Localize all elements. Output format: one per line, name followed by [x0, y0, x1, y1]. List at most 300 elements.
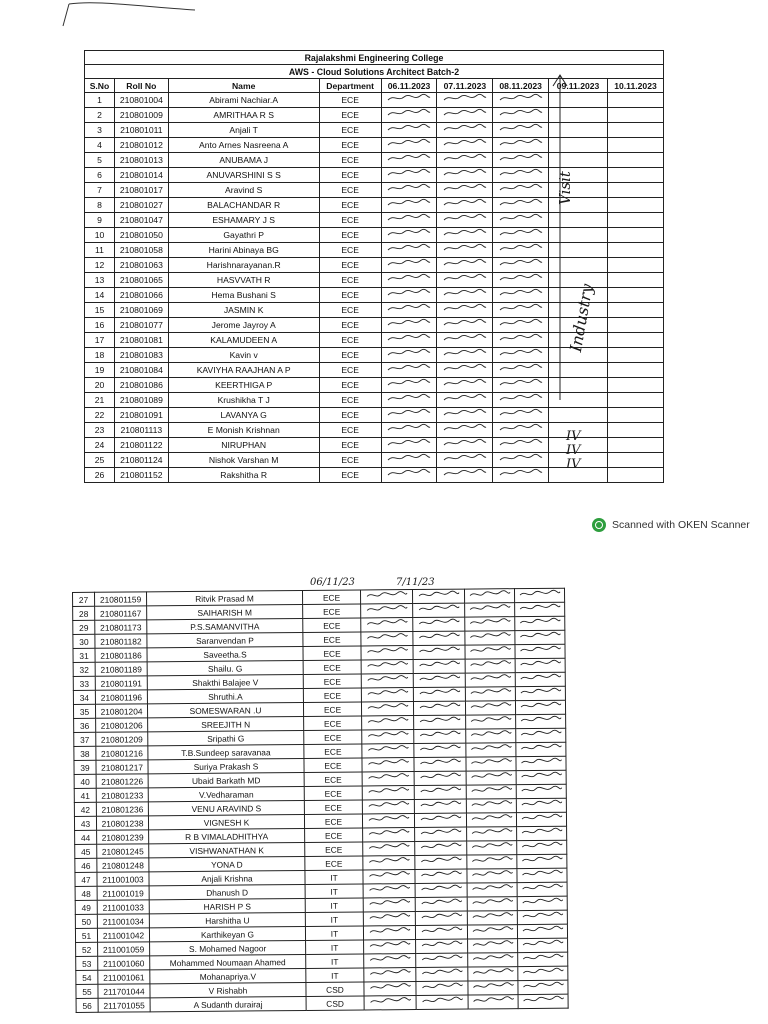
signature-scribble [442, 381, 488, 391]
table-row [85, 183, 664, 198]
row-department: ECE [319, 183, 381, 198]
row-sno: 40 [74, 774, 96, 788]
row-department: ECE [319, 453, 381, 468]
row-sno: 38 [74, 746, 96, 760]
signature-scribble [521, 983, 565, 993]
signature-scribble [442, 441, 488, 451]
row-department: ECE [303, 604, 361, 619]
row-department: ECE [305, 842, 363, 857]
signature-cell [608, 318, 664, 333]
signature-cell [381, 423, 437, 438]
signature-cell [493, 453, 549, 468]
signature-scribble [518, 689, 562, 699]
signature-scribble [442, 111, 488, 121]
signature-scribble [417, 648, 461, 658]
signature-scribble [442, 426, 488, 436]
signature-scribble [420, 984, 464, 994]
row-name: VENU ARAVIND S [148, 800, 304, 815]
signature-scribble [442, 351, 488, 361]
signature-cell [437, 108, 493, 123]
signature-scribble [419, 900, 463, 910]
signature-scribble [498, 216, 544, 226]
signature-scribble [418, 774, 462, 784]
signature-cell [381, 138, 437, 153]
signature-scribble [386, 111, 432, 121]
row-roll-no: 210801050 [114, 228, 168, 243]
signature-scribble [365, 592, 409, 602]
batch-title: AWS - Cloud Solutions Architect Batch-2 [85, 65, 664, 79]
signature-cell [362, 800, 414, 814]
row-roll-no: 210801204 [95, 704, 147, 718]
row-department: ECE [319, 138, 381, 153]
row-sno: 7 [85, 183, 115, 198]
row-sno: 4 [85, 138, 115, 153]
signature-scribble [386, 441, 432, 451]
signature-cell [437, 213, 493, 228]
signature-scribble [386, 381, 432, 391]
signature-cell [465, 617, 515, 631]
signature-scribble [368, 970, 412, 980]
row-roll-no: 210801113 [114, 423, 168, 438]
row-roll-no: 210801239 [97, 830, 149, 844]
signature-scribble [471, 997, 515, 1007]
row-name: P.S.SAMANVITHA [147, 618, 303, 633]
table-row [85, 168, 664, 183]
signature-cell [381, 153, 437, 168]
signature-scribble [520, 843, 564, 853]
signature-scribble [442, 171, 488, 181]
signature-scribble [520, 829, 564, 839]
signature-scribble [442, 126, 488, 136]
signature-cell [437, 168, 493, 183]
row-roll-no: 210801069 [114, 303, 168, 318]
row-department: ECE [304, 786, 362, 801]
signature-scribble [468, 591, 512, 601]
row-roll-no: 210801066 [114, 288, 168, 303]
row-name: Sripathi G [148, 730, 304, 745]
scanner-watermark [592, 518, 750, 532]
signature-cell [468, 995, 518, 1009]
signature-cell [381, 168, 437, 183]
signature-cell [363, 926, 415, 940]
row-department: IT [305, 898, 363, 913]
row-department: ECE [319, 438, 381, 453]
row-name: Anjali Krishna [149, 870, 305, 885]
signature-cell [413, 617, 465, 631]
row-name: R B VIMALADHITHYA [149, 828, 305, 843]
row-department: ECE [319, 93, 381, 108]
row-department: ECE [319, 258, 381, 273]
row-roll-no: 210801047 [114, 213, 168, 228]
row-department: ECE [319, 198, 381, 213]
row-name: LAVANYA G [168, 408, 319, 423]
signature-cell [517, 924, 567, 938]
signature-cell [437, 183, 493, 198]
row-department: IT [306, 940, 364, 955]
signature-cell [415, 855, 467, 869]
row-roll-no: 210801091 [114, 408, 168, 423]
signature-cell [416, 953, 468, 967]
signature-scribble [417, 592, 461, 602]
row-roll-no: 210801014 [114, 168, 168, 183]
signature-cell [465, 631, 515, 645]
signature-cell [608, 468, 664, 483]
signature-cell [467, 897, 517, 911]
row-department: IT [306, 968, 364, 983]
signature-cell [493, 93, 549, 108]
signature-scribble [468, 689, 512, 699]
signature-scribble [442, 471, 488, 481]
signature-scribble [386, 186, 432, 196]
row-roll-no: 210801186 [95, 648, 147, 662]
signature-cell [608, 183, 664, 198]
row-roll-no: 210801248 [97, 858, 149, 872]
signature-cell [517, 882, 567, 896]
row-roll-no: 210801011 [114, 123, 168, 138]
signature-cell [381, 288, 437, 303]
row-sno: 27 [73, 592, 95, 606]
signature-scribble [366, 774, 410, 784]
signature-scribble [386, 141, 432, 151]
signature-scribble [468, 675, 512, 685]
row-name: Shruthi.A [147, 688, 303, 703]
row-name: Gayathri P [168, 228, 319, 243]
signature-cell [493, 408, 549, 423]
row-sno: 34 [73, 690, 95, 704]
sheet2-date-1: 06/11/23 [310, 577, 355, 588]
signature-cell [437, 303, 493, 318]
signature-cell [493, 318, 549, 333]
signature-cell [437, 393, 493, 408]
signature-cell [493, 363, 549, 378]
signature-cell [493, 213, 549, 228]
col-dept: Department [319, 79, 381, 93]
signature-cell [364, 996, 416, 1010]
row-roll-no: 210801122 [114, 438, 168, 453]
signature-cell [608, 303, 664, 318]
signature-cell [415, 883, 467, 897]
signature-scribble [498, 276, 544, 286]
signature-cell [518, 994, 568, 1008]
row-sno: 55 [76, 984, 98, 998]
signature-scribble [498, 246, 544, 256]
row-name: SAIHARISH M [147, 604, 303, 619]
row-department: ECE [319, 228, 381, 243]
col-name: Name [168, 79, 319, 93]
signature-cell [415, 925, 467, 939]
signature-scribble [469, 801, 513, 811]
row-roll-no: 210801081 [114, 333, 168, 348]
row-department: ECE [304, 758, 362, 773]
signature-cell [364, 940, 416, 954]
signature-scribble [519, 787, 563, 797]
signature-scribble [521, 969, 565, 979]
signature-scribble [386, 201, 432, 211]
table-row [85, 108, 664, 123]
signature-scribble [470, 927, 514, 937]
attendance-sheet-page-2 [72, 588, 569, 1013]
signature-cell [362, 758, 414, 772]
row-roll-no: 210801238 [96, 816, 148, 830]
signature-scribble [498, 336, 544, 346]
college-title: Rajalakshmi Engineering College [85, 51, 664, 65]
signature-cell [515, 616, 565, 630]
row-sno: 24 [85, 438, 115, 453]
signature-cell [437, 468, 493, 483]
row-roll-no: 210801027 [114, 198, 168, 213]
signature-cell [363, 898, 415, 912]
signature-cell [493, 108, 549, 123]
signature-scribble [366, 816, 410, 826]
signature-cell [608, 378, 664, 393]
signature-scribble [442, 291, 488, 301]
signature-cell [414, 743, 466, 757]
signature-scribble [386, 321, 432, 331]
signature-cell [608, 213, 664, 228]
signature-cell [468, 981, 518, 995]
row-sno: 56 [76, 998, 98, 1012]
signature-scribble [518, 619, 562, 629]
table-row [85, 243, 664, 258]
row-department: ECE [303, 618, 361, 633]
row-sno: 50 [75, 914, 97, 928]
row-roll-no: 211001019 [97, 886, 149, 900]
signature-scribble [420, 970, 464, 980]
signature-scribble [419, 844, 463, 854]
signature-cell [465, 659, 515, 673]
signature-scribble [442, 261, 488, 271]
row-roll-no: 211001060 [98, 956, 150, 970]
signature-scribble [469, 745, 513, 755]
signature-cell [608, 198, 664, 213]
signature-cell [381, 378, 437, 393]
signature-scribble [470, 829, 514, 839]
signature-scribble [442, 306, 488, 316]
signature-cell [437, 408, 493, 423]
signature-cell [362, 786, 414, 800]
signature-cell [516, 784, 566, 798]
signature-scribble [471, 941, 515, 951]
signature-scribble [442, 186, 488, 196]
oken-scanner-icon [592, 518, 606, 532]
row-sno: 26 [85, 468, 115, 483]
signature-scribble [419, 886, 463, 896]
signature-cell [493, 168, 549, 183]
signature-scribble [386, 216, 432, 226]
signature-cell [467, 911, 517, 925]
row-name: ANUVARSHINI S S [168, 168, 319, 183]
iv-mark-25: IV [566, 457, 581, 472]
table-row [85, 153, 664, 168]
row-name: Hema Bushani S [168, 288, 319, 303]
table-row [85, 213, 664, 228]
row-name: E Monish Krishnan [168, 423, 319, 438]
signature-cell [381, 348, 437, 363]
signature-cell [493, 288, 549, 303]
signature-cell [608, 108, 664, 123]
signature-cell [517, 826, 567, 840]
signature-cell [362, 772, 414, 786]
signature-cell [413, 645, 465, 659]
row-department: ECE [319, 408, 381, 423]
row-name: A Sudanth durairaj [150, 996, 306, 1011]
table-row [85, 363, 664, 378]
signature-cell [516, 812, 566, 826]
row-roll-no: 210801236 [96, 802, 148, 816]
signature-cell [381, 453, 437, 468]
row-name: Aravind S [168, 183, 319, 198]
row-name: Harishnarayanan.R [168, 258, 319, 273]
signature-scribble [471, 969, 515, 979]
row-sno: 44 [75, 830, 97, 844]
signature-scribble [521, 941, 565, 951]
col-date-5: 10.11.2023 [608, 79, 664, 93]
signature-cell [437, 153, 493, 168]
scanner-label: Scanned with OKEN Scanner [612, 519, 750, 531]
signature-cell [516, 798, 566, 812]
signature-cell [493, 378, 549, 393]
row-roll-no: 210801086 [114, 378, 168, 393]
signature-scribble [368, 998, 412, 1008]
signature-scribble [417, 620, 461, 630]
signature-scribble [498, 141, 544, 151]
signature-cell [362, 716, 414, 730]
signature-cell [517, 854, 567, 868]
row-name: Abirami Nachiar.A [168, 93, 319, 108]
row-name: SREEJITH N [148, 716, 304, 731]
signature-cell [414, 729, 466, 743]
signature-cell [515, 658, 565, 672]
signature-cell [361, 632, 413, 646]
signature-scribble [386, 336, 432, 346]
signature-cell [466, 813, 516, 827]
row-sno: 49 [75, 900, 97, 914]
signature-cell [608, 138, 664, 153]
row-department: ECE [305, 828, 363, 843]
signature-scribble [518, 647, 562, 657]
signature-scribble [468, 661, 512, 671]
row-roll-no: 211001003 [97, 872, 149, 886]
signature-scribble [368, 984, 412, 994]
col-date-2: 07.11.2023 [437, 79, 493, 93]
row-roll-no: 210801083 [114, 348, 168, 363]
signature-cell [414, 799, 466, 813]
signature-cell [437, 333, 493, 348]
signature-cell [437, 273, 493, 288]
signature-scribble [368, 942, 412, 952]
signature-scribble [365, 690, 409, 700]
signature-scribble [386, 96, 432, 106]
row-department: ECE [319, 333, 381, 348]
signature-scribble [521, 997, 565, 1007]
signature-cell [413, 687, 465, 701]
row-roll-no: 210801063 [114, 258, 168, 273]
signature-cell [361, 604, 413, 618]
row-sno: 32 [73, 662, 95, 676]
signature-scribble [498, 351, 544, 361]
signature-cell [415, 841, 467, 855]
row-name: Jerome Jayroy A [168, 318, 319, 333]
signature-cell [608, 408, 664, 423]
row-name: KAVIYHA RAAJHAN A P [168, 363, 319, 378]
signature-cell [493, 303, 549, 318]
signature-cell [413, 659, 465, 673]
signature-cell [466, 743, 516, 757]
signature-cell [493, 258, 549, 273]
signature-cell [381, 93, 437, 108]
row-roll-no: 210801009 [114, 108, 168, 123]
signature-cell [515, 686, 565, 700]
signature-scribble [367, 844, 411, 854]
row-name: Saveetha.S [147, 646, 303, 661]
signature-cell [518, 966, 568, 980]
signature-cell [381, 108, 437, 123]
signature-scribble [498, 396, 544, 406]
signature-cell [516, 756, 566, 770]
signature-cell [515, 700, 565, 714]
signature-cell [361, 646, 413, 660]
signature-scribble [469, 773, 513, 783]
signature-scribble [518, 633, 562, 643]
row-name: Anto Arnes Nasreena A [168, 138, 319, 153]
signature-scribble [419, 914, 463, 924]
row-sno: 39 [74, 760, 96, 774]
row-department: ECE [304, 814, 362, 829]
row-sno: 9 [85, 213, 115, 228]
signature-cell [416, 981, 468, 995]
signature-cell [465, 687, 515, 701]
signature-scribble [468, 703, 512, 713]
row-sno: 25 [85, 453, 115, 468]
signature-cell [608, 228, 664, 243]
row-department: ECE [304, 716, 362, 731]
row-department: ECE [303, 660, 361, 675]
signature-cell [381, 273, 437, 288]
signature-cell [363, 856, 415, 870]
signature-scribble [518, 605, 562, 615]
signature-scribble [498, 411, 544, 421]
signature-cell [414, 715, 466, 729]
signature-cell [381, 393, 437, 408]
signature-cell [414, 813, 466, 827]
signature-scribble [470, 843, 514, 853]
signature-scribble [442, 246, 488, 256]
signature-scribble [386, 306, 432, 316]
signature-scribble [418, 816, 462, 826]
signature-cell [493, 198, 549, 213]
signature-cell [465, 673, 515, 687]
row-department: ECE [319, 123, 381, 138]
signature-scribble [519, 773, 563, 783]
row-name: VISHWANATHAN K [149, 842, 305, 857]
signature-scribble [498, 261, 544, 271]
table-row [85, 198, 664, 213]
signature-scribble [417, 704, 461, 714]
row-department: ECE [304, 800, 362, 815]
signature-cell [608, 333, 664, 348]
signature-cell [465, 645, 515, 659]
row-department: ECE [303, 632, 361, 647]
signature-scribble [419, 830, 463, 840]
signature-cell [516, 770, 566, 784]
row-sno: 42 [74, 802, 96, 816]
signature-scribble [386, 471, 432, 481]
signature-cell [415, 827, 467, 841]
table-row [76, 994, 568, 1012]
signature-scribble [470, 913, 514, 923]
signature-cell [414, 771, 466, 785]
signature-cell [362, 730, 414, 744]
